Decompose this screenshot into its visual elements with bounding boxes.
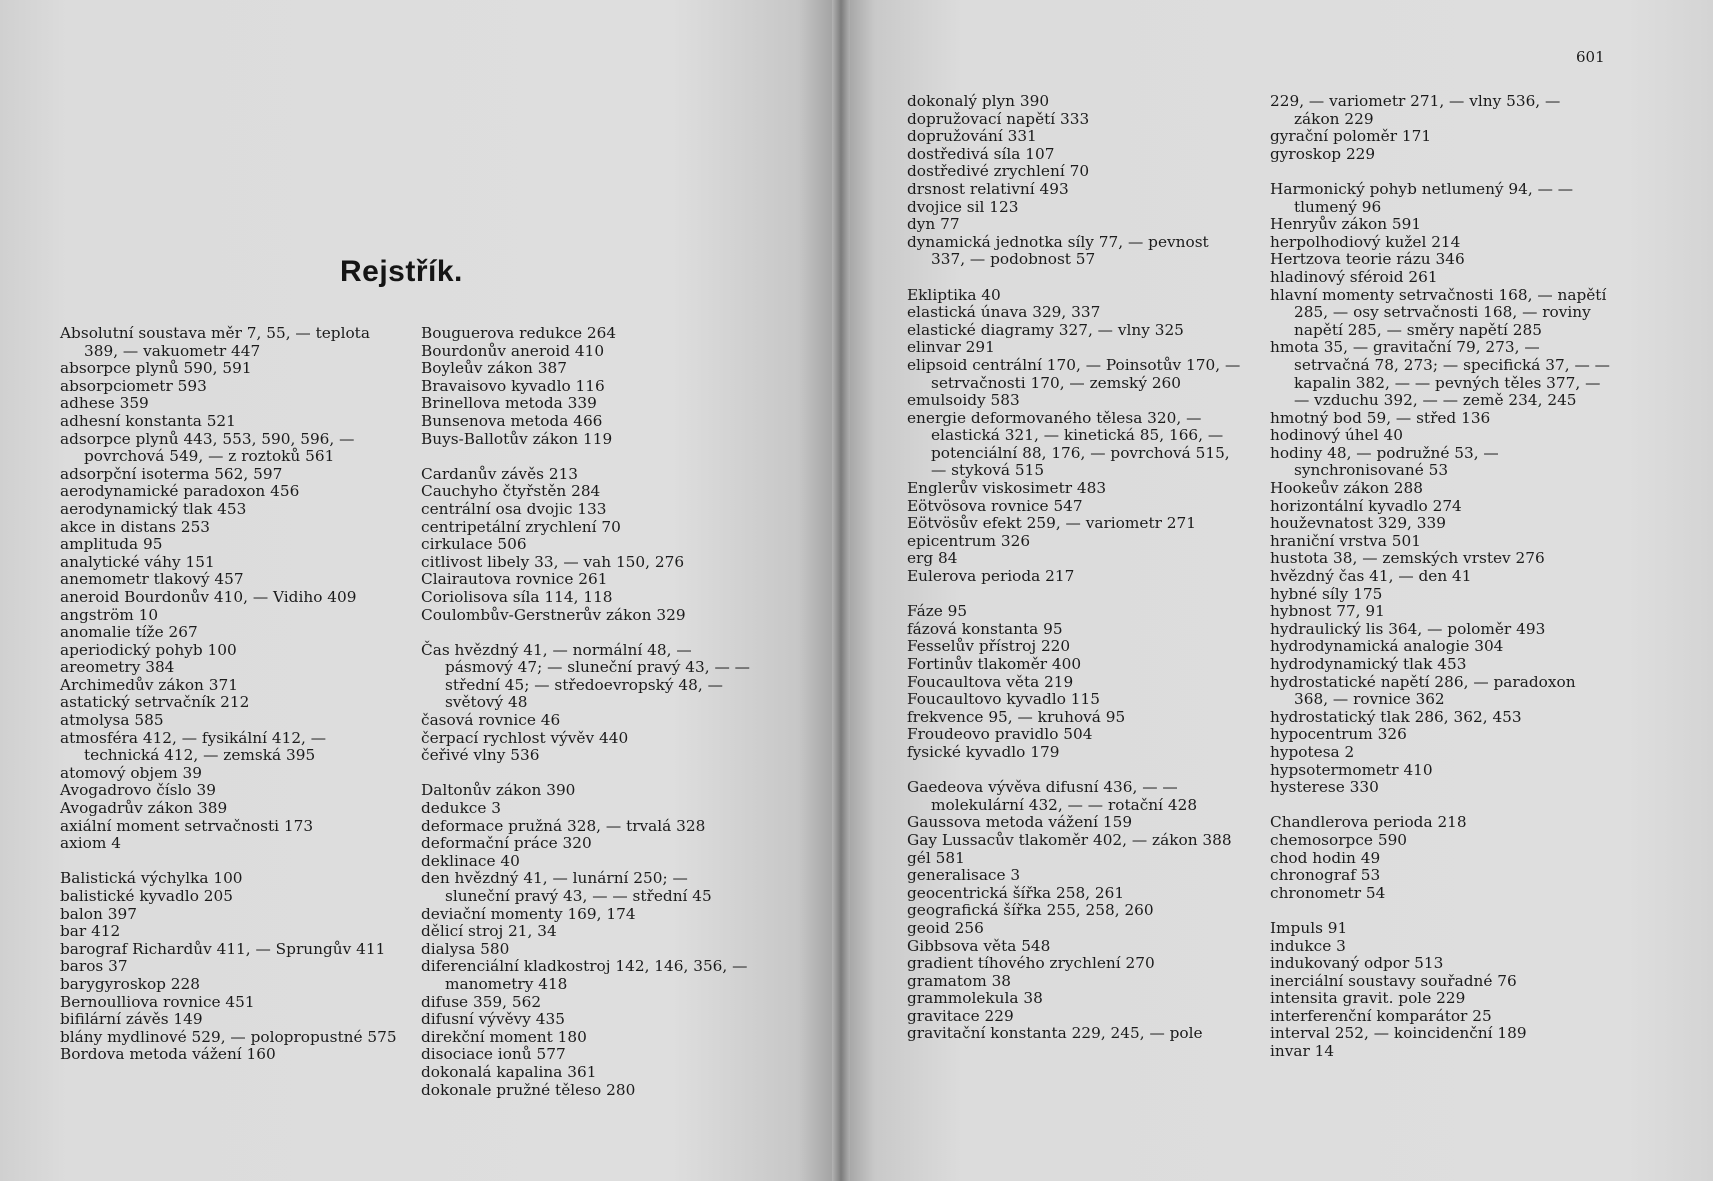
index-entry: Hookeův zákon 288: [1270, 479, 1424, 498]
index-entry: adsorpce plynů 443, 553, 590, 596, — povrchová 549, — z roztoků 561: [60, 429, 355, 466]
index-entry: Fortinův tlakoměr 400: [907, 655, 1082, 673]
index-entry: axiom 4: [60, 834, 121, 853]
index-entry: astatický setrvačník 212: [60, 693, 250, 712]
index-entry: Coriolisova síla 114, 118: [421, 587, 613, 606]
index-entry: Cardanův závěs 213: [421, 464, 579, 483]
index-entry: dyn 77: [907, 215, 960, 234]
index-entry: hodinový úhel 40: [1270, 426, 1403, 445]
index-entry: akce in distans 253: [60, 517, 211, 536]
index-entry: interferenční komparátor 25: [1270, 1006, 1492, 1025]
index-entry: Bourdonův aneroid 410: [421, 341, 605, 360]
section-gap: [1270, 797, 1610, 815]
index-entry: Absolutní soustava měr 7, 55, — teplota 389, — vakuometr 447: [60, 324, 370, 360]
index-entry: Gay Lussacův tlakoměr 402, — zákon 388: [907, 830, 1232, 849]
index-entry: čerpací rychlost vývěv 440: [421, 728, 629, 747]
index-column-3: [907, 93, 1247, 1043]
index-entry: chemosorpce 590: [1270, 830, 1408, 849]
index-entry: hybné síly 175: [1270, 584, 1383, 603]
index-entry: deklinace 40: [421, 851, 520, 870]
index-entry: gravitační konstanta 229, 245, — pole: [907, 1024, 1203, 1043]
index-entry: Buys-Ballotův zákon 119: [421, 429, 613, 448]
section-gap: [1270, 902, 1610, 920]
index-entry: barograf Richardův 411, — Sprungův 411: [60, 939, 386, 958]
index-entry: indukovaný odpor 513: [1270, 954, 1444, 973]
index-entry: Froudeovo pravidlo 504: [907, 725, 1093, 744]
index-entry: adsorpční isoterma 562, 597: [60, 464, 283, 483]
index-entry: Gaussova metoda vážení 159: [907, 813, 1133, 832]
section-gap: [421, 624, 756, 642]
index-entry: aerodynamické paradoxon 456: [60, 482, 300, 501]
section-gap: [907, 269, 1247, 287]
index-entry: hvězdný čas 41, — den 41: [1270, 567, 1472, 586]
index-column-4: [1270, 93, 1610, 1061]
index-entry: Bravaisovo kyvadlo 116: [421, 376, 605, 395]
index-entry: balon 397: [60, 904, 137, 923]
index-entry: anomalie tíže 267: [60, 623, 198, 642]
index-entry: den hvězdný 41, — lunární 250; — sluneční pravý 43, — — střední 45: [421, 869, 712, 905]
index-entry: dialysa 580: [421, 939, 510, 958]
index-entry: aneroid Bourdonův 410, — Vidiho 409: [60, 587, 357, 606]
index-entry: adhesní konstanta 521: [60, 411, 236, 430]
index-entry: hodiny 48, — podružné 53, — synchronisované 53: [1270, 443, 1499, 480]
index-entry: geografická šířka 255, 258, 260: [907, 901, 1154, 920]
index-entry: difuse 359, 562: [421, 992, 542, 1011]
index-entry: dedukce 3: [421, 799, 501, 818]
index-entry: Harmonický pohyb netlumený 94, — — tlumený 96: [1270, 179, 1574, 216]
index-entry: Gaedeova vývěva difusní 436, — — molekulární 432, — — rotační 428: [907, 778, 1198, 814]
book-gutter: [832, 0, 850, 1181]
index-entry: dělicí stroj 21, 34: [421, 922, 557, 941]
index-entry: houževnatost 329, 339: [1270, 514, 1446, 533]
index-entry: Balistická výchylka 100: [60, 869, 243, 888]
index-entry: inerciální soustavy souřadné 76: [1270, 971, 1517, 990]
index-entry: cirkulace 506: [421, 535, 527, 554]
index-entry: Cauchyho čtyřstěn 284: [421, 482, 601, 501]
index-entry: fysické kyvadlo 179: [907, 742, 1060, 761]
index-entry: Hertzova teorie rázu 346: [1270, 250, 1465, 269]
index-entry: Bunsenova metoda 466: [421, 411, 603, 430]
index-entry: bar 412: [60, 922, 121, 941]
index-entry: atomový objem 39: [60, 763, 202, 782]
index-entry: elinvar 291: [907, 338, 995, 357]
index-entry: horizontální kyvadlo 274: [1270, 496, 1462, 515]
index-entry: gyroskop 229: [1270, 144, 1376, 163]
index-entry: emulsoidy 583: [907, 391, 1020, 410]
index-entry: Daltonův zákon 390: [421, 781, 576, 800]
index-entry: hysterese 330: [1270, 778, 1379, 797]
index-entry: erg 84: [907, 549, 958, 568]
index-entry: intensita gravit. pole 229: [1270, 989, 1466, 1008]
index-entry: generalisace 3: [907, 866, 1021, 885]
index-entry: hybnost 77, 91: [1270, 602, 1385, 621]
index-entry: Archimedův zákon 371: [60, 675, 238, 694]
index-entry: deviační momenty 169, 174: [421, 904, 636, 923]
index-entry: baros 37: [60, 957, 128, 976]
index-entry: barygyroskop 228: [60, 974, 201, 993]
index-entry: hydrostatické napětí 286, — paradoxon 368, — rovnice 362: [1270, 672, 1576, 709]
index-entry: Gibbsova věta 548: [907, 936, 1051, 955]
index-entry: Fáze 95: [907, 602, 968, 621]
index-entry: elastická únava 329, 337: [907, 303, 1101, 322]
index-entry: axiální moment setrvačnosti 173: [60, 816, 314, 835]
index-entry: Bernoulliova rovnice 451: [60, 992, 255, 1011]
index-entry: hladinový sféroid 261: [1270, 267, 1438, 286]
section-gap: [1270, 163, 1610, 181]
index-entry: hraniční vrstva 501: [1270, 531, 1421, 550]
index-entry: atmosféra 412, — fysikální 412, — technická 412, — zemská 395: [60, 728, 327, 765]
index-entry: Avogadrův zákon 389: [60, 799, 228, 818]
section-gap: [421, 448, 756, 466]
index-entry: balistické kyvadlo 205: [60, 887, 233, 905]
index-entry: analytické váhy 151: [60, 552, 215, 571]
index-entry: Henryův zákon 591: [1270, 215, 1422, 234]
index-entry: centrální osa dvojic 133: [421, 499, 607, 518]
index-entry: interval 252, — koincidenční 189: [1270, 1024, 1527, 1043]
index-entry: aerodynamický tlak 453: [60, 499, 247, 518]
index-entry: dostředivé zrychlení 70: [907, 162, 1090, 181]
index-entry: hydrodynamická analogie 304: [1270, 637, 1504, 656]
section-gap: [60, 853, 400, 871]
index-entry: anemometr tlakový 457: [60, 570, 244, 589]
index-entry: hypsotermometr 410: [1270, 760, 1433, 779]
index-entry: aperiodický pohyb 100: [60, 640, 237, 659]
index-entry: epicentrum 326: [907, 531, 1031, 550]
section-gap: [421, 765, 756, 783]
index-entry: hydrodynamický tlak 453: [1270, 655, 1467, 673]
page-title: Rejstřík.: [340, 255, 463, 288]
index-entry: adhese 359: [60, 394, 149, 413]
index-entry: dynamická jednotka síly 77, — pevnost 337, — podobnost 57: [907, 232, 1209, 269]
index-entry: Coulombův-Gerstnerův zákon 329: [421, 605, 686, 624]
index-entry: chod hodin 49: [1270, 848, 1381, 867]
index-entry: dopružovací napětí 333: [907, 109, 1090, 128]
index-entry: citlivost libely 33, — vah 150, 276: [421, 552, 685, 571]
index-entry: bifilární závěs 149: [60, 1010, 203, 1029]
page-number: 601: [1576, 48, 1605, 66]
index-entry: difusní vývěvy 435: [421, 1010, 565, 1029]
index-entry: elastické diagramy 327, — vlny 325: [907, 320, 1184, 339]
index-entry: Englerův viskosimetr 483: [907, 479, 1107, 498]
section-gap: [907, 586, 1247, 604]
index-entry: gyrační poloměr 171: [1270, 127, 1432, 146]
index-entry: Bordova metoda vážení 160: [60, 1045, 276, 1064]
index-entry: Clairautova rovnice 261: [421, 570, 608, 589]
section-gap: [907, 762, 1247, 780]
index-entry: Brinellova metoda 339: [421, 394, 597, 413]
index-entry: invar 14: [1270, 1042, 1335, 1061]
index-entry: Eulerova perioda 217: [907, 567, 1075, 586]
index-entry: herpolhodiový kužel 214: [1270, 232, 1461, 251]
index-entry: amplituda 95: [60, 535, 163, 554]
index-entry: Fesselův přístroj 220: [907, 637, 1071, 656]
index-entry: deformační práce 320: [421, 834, 592, 853]
index-entry: fázová konstanta 95: [907, 619, 1063, 638]
index-entry: časová rovnice 46: [421, 711, 561, 730]
index-entry: dokonalý plyn 390: [907, 92, 1050, 110]
index-entry: blány mydlinové 529, — polopropustné 575: [60, 1027, 397, 1046]
index-entry: energie deformovaného tělesa 320, — elastická 321, — kinetická 85, 166, — potenciální 88, 176, — povrchová 515, — styková 515: [907, 408, 1230, 480]
index-entry: Eötvösův efekt 259, — variometr 271: [907, 514, 1196, 533]
index-entry: gradient tíhového zrychlení 270: [907, 954, 1155, 973]
index-entry: centripetální zrychlení 70: [421, 517, 621, 536]
index-entry: hlavní momenty setrvačnosti 168, — napětí 285, — osy setrvačnosti 168, — roviny napětí 285, — směry napětí 285: [1270, 285, 1607, 339]
index-entry: chronograf 53: [1270, 866, 1381, 885]
index-entry: frekvence 95, — kruhová 95: [907, 707, 1126, 726]
index-entry: angström 10: [60, 605, 159, 624]
index-entry: Chandlerova perioda 218: [1270, 813, 1467, 832]
index-entry: 229, — variometr 271, — vlny 536, — zákon 229: [1270, 92, 1561, 128]
index-entry: hmotný bod 59, — střed 136: [1270, 408, 1491, 427]
index-entry: atmolysa 585: [60, 711, 164, 730]
index-entry: absorpciometr 593: [60, 376, 207, 395]
index-entry: hypotesa 2: [1270, 742, 1355, 761]
index-entry: hydraulický lis 364, — poloměr 493: [1270, 619, 1546, 638]
index-entry: čeřivé vlny 536: [421, 746, 540, 765]
index-entry: Impuls 91: [1270, 918, 1348, 937]
index-entry: dokonale pružné těleso 280: [421, 1080, 636, 1099]
index-entry: Čas hvězdný 41, — normální 48, — pásmový 47; — sluneční pravý 43, — — střední 45; — středoevropský 48, — světový 48: [421, 640, 750, 712]
index-entry: dostředivá síla 107: [907, 144, 1055, 163]
index-entry: disociace ionů 577: [421, 1045, 566, 1064]
index-entry: indukce 3: [1270, 936, 1346, 955]
index-entry: Ekliptika 40: [907, 285, 1001, 304]
index-entry: areometry 384: [60, 658, 175, 677]
index-entry: Avogadrovo číslo 39: [60, 781, 216, 800]
index-entry: gramatom 38: [907, 971, 1012, 990]
index-entry: gravitace 229: [907, 1006, 1014, 1025]
index-entry: Bouguerova redukce 264: [421, 324, 617, 342]
index-entry: Foucaultova věta 219: [907, 672, 1074, 691]
index-column-1: [60, 325, 400, 1064]
index-entry: dokonalá kapalina 361: [421, 1062, 597, 1081]
index-entry: Boyleův zákon 387: [421, 359, 567, 378]
index-entry: grammolekula 38: [907, 989, 1043, 1008]
index-entry: hmota 35, — gravitační 79, 273, — setrvačná 78, 273; — specifická 37, — — kapalin 382, — — pevných těles 377, — — vzduchu 392, — — země 234, 245: [1270, 338, 1610, 410]
index-entry: dvojice sil 123: [907, 197, 1019, 216]
index-entry: elipsoid centrální 170, — Poinsotův 170, — setrvačnosti 170, — zemský 260: [907, 355, 1241, 392]
index-entry: geocentrická šířka 258, 261: [907, 883, 1125, 902]
index-entry: hydrostatický tlak 286, 362, 453: [1270, 707, 1522, 726]
index-entry: deformace pružná 328, — trvalá 328: [421, 816, 706, 835]
index-entry: hypocentrum 326: [1270, 725, 1407, 744]
index-entry: direkční moment 180: [421, 1027, 587, 1046]
index-entry: dopružování 331: [907, 127, 1037, 146]
index-entry: geoid 256: [907, 918, 984, 937]
index-entry: Foucaultovo kyvadlo 115: [907, 690, 1100, 709]
index-entry: hustota 38, — zemských vrstev 276: [1270, 549, 1545, 568]
index-entry: Eötvösova rovnice 547: [907, 496, 1083, 515]
index-entry: chronometr 54: [1270, 883, 1386, 902]
index-entry: gél 581: [907, 848, 965, 867]
index-entry: diferenciální kladkostroj 142, 146, 356, — manometry 418: [421, 957, 748, 993]
index-entry: absorpce plynů 590, 591: [60, 359, 252, 378]
index-column-2: [421, 325, 756, 1099]
index-entry: drsnost relativní 493: [907, 179, 1069, 198]
